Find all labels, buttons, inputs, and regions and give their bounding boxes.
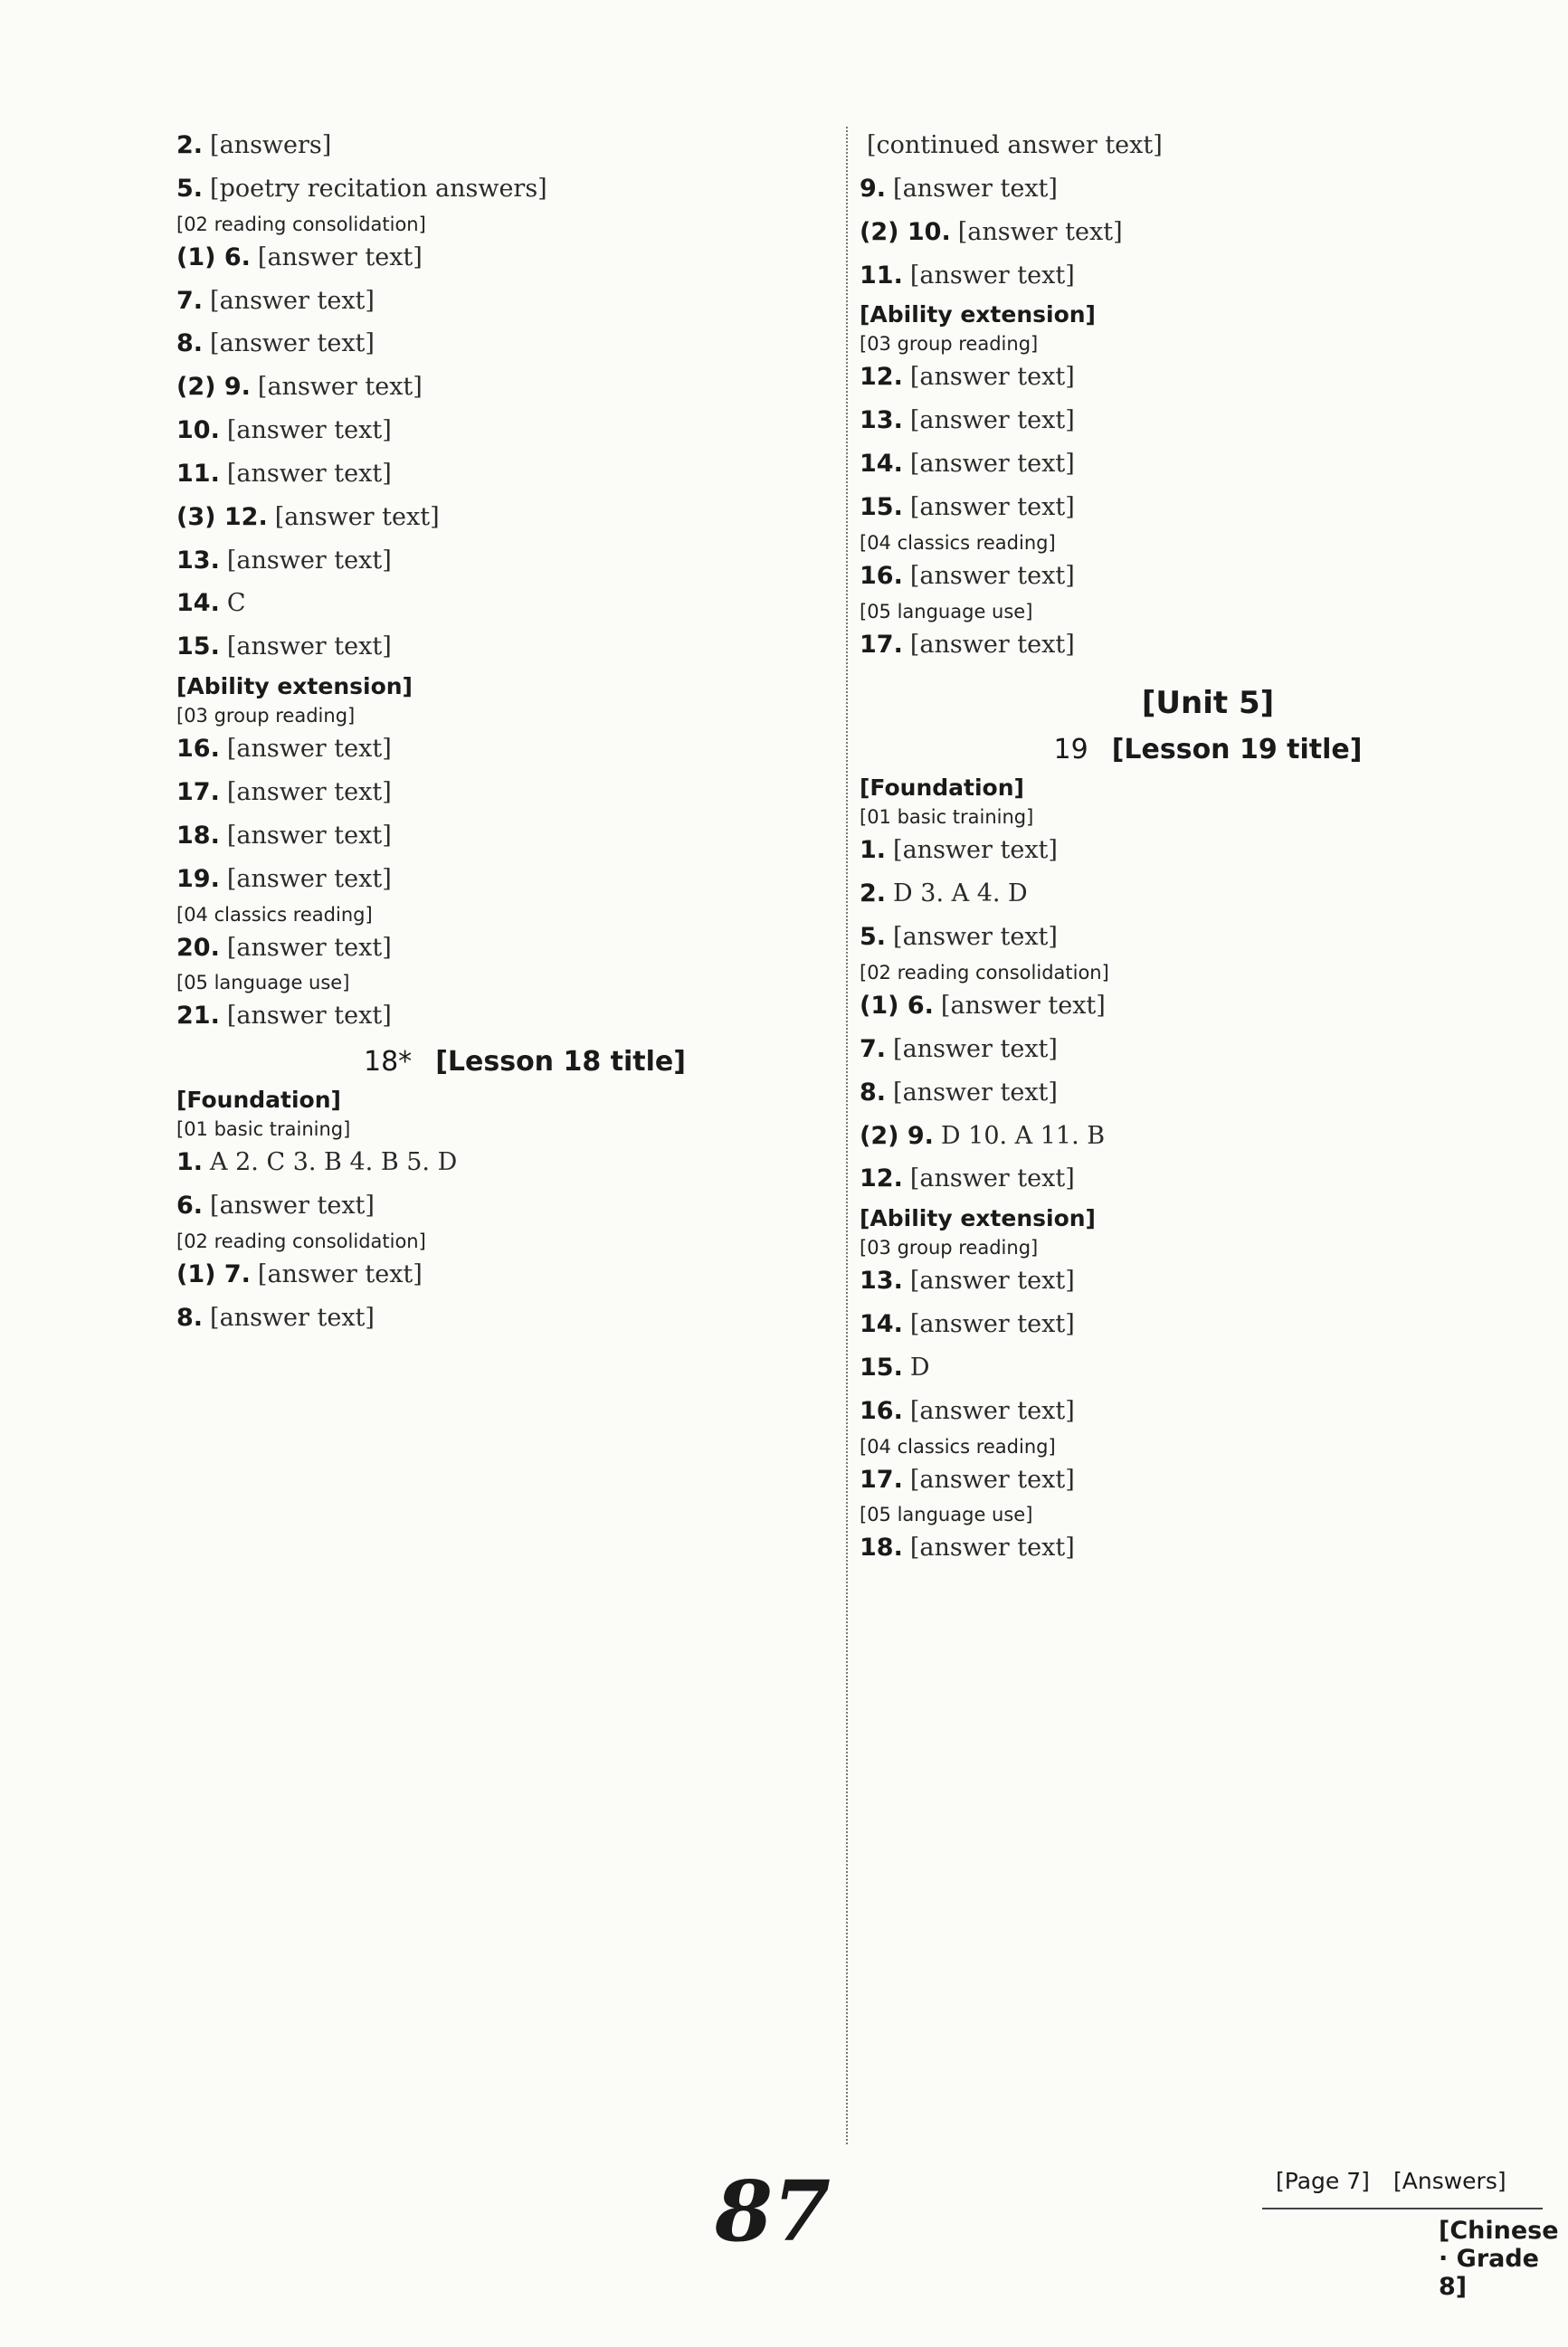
answer-item: [860, 1262, 1556, 1300]
answer-text: [answer text]: [893, 174, 1058, 203]
answer-number: 13.: [176, 546, 220, 575]
lesson-title: [176, 1046, 873, 1078]
answer-number: 13.: [860, 406, 903, 435]
answer-text: [answer text]: [909, 1396, 1075, 1425]
answer-number: 17.: [176, 777, 220, 806]
subsection-heading: [05 language use]: [860, 600, 1033, 622]
answer-text: D: [909, 1353, 930, 1382]
page-number: 87: [715, 2162, 832, 2260]
answer-text: [answer text]: [893, 1034, 1058, 1063]
answer-item: [860, 918, 1556, 956]
subsection-heading: [04 classics reading]: [860, 1435, 1056, 1458]
answer-text: [answer text]: [210, 1192, 375, 1221]
answer-number: 9.: [860, 174, 887, 203]
answer-number: 7.: [176, 286, 204, 315]
answer-text: [answer text]: [909, 406, 1075, 435]
answer-number: (1) 6.: [860, 991, 934, 1020]
answer-number: 6.: [176, 1192, 204, 1221]
answer-item: [860, 170, 1556, 208]
answer-item: [860, 1031, 1556, 1069]
answer-item: [860, 1529, 1556, 1567]
reference-label: [Answers]: [1393, 2168, 1506, 2194]
answer-number: 18.: [860, 1534, 903, 1563]
answer-number: 14.: [860, 1310, 903, 1339]
answer-number: 11.: [860, 261, 903, 290]
subsection-heading: [04 classics reading]: [176, 903, 373, 926]
answer-number: 16.: [176, 735, 220, 764]
answer-number: 8.: [860, 1078, 887, 1107]
answer-text: [poetry recitation answers]: [210, 174, 547, 203]
answer-item: [176, 499, 873, 537]
answer-text: [continued answer text]: [867, 131, 1163, 159]
answer-item: [176, 542, 873, 580]
answer-text: [answer text]: [226, 459, 392, 488]
answer-item: [860, 626, 1556, 664]
answer-item: [176, 412, 873, 450]
answer-number: (2) 9.: [176, 373, 251, 402]
answer-text: [answer text]: [210, 1303, 375, 1332]
answer-text: [answer text]: [226, 416, 392, 445]
answer-text: [answer text]: [226, 1002, 392, 1031]
subsection-heading: [01 basic training]: [860, 806, 1034, 829]
answer-item: [860, 875, 1556, 913]
lesson-number: 18*: [364, 1046, 413, 1078]
answer-text: [answer text]: [226, 546, 392, 575]
answer-text: [answer text]: [226, 821, 392, 850]
answer-number: 14.: [860, 450, 903, 479]
answer-number: (2) 10.: [860, 217, 951, 246]
section-heading: [Ability extension]: [860, 1205, 1096, 1232]
answer-item: [860, 831, 1556, 869]
answer-number: 12.: [860, 363, 903, 392]
answer-number: 20.: [176, 933, 220, 962]
answer-number: 15.: [860, 492, 903, 521]
lesson-name: [Lesson 19 title]: [1111, 734, 1363, 766]
answer-item: [860, 1349, 1556, 1387]
answer-item: [176, 1187, 873, 1225]
answer-number: 15.: [860, 1353, 903, 1382]
answer-item: [176, 127, 873, 165]
subsection-heading: [03 group reading]: [176, 705, 356, 727]
answer-item: [176, 730, 873, 768]
answer-number: 5.: [176, 174, 204, 203]
answer-number: 16.: [860, 561, 903, 590]
section-heading: [Foundation]: [176, 1087, 341, 1114]
answer-text: [answer text]: [909, 561, 1075, 590]
answer-text: A 2. C 3. B 4. B 5. D: [210, 1148, 458, 1177]
answer-item: [176, 817, 873, 855]
answer-item: [176, 1299, 873, 1337]
unit-title: [Unit 5]: [1141, 685, 1275, 722]
answer-item: [176, 239, 873, 277]
answer-item: [860, 127, 1556, 165]
subsection-heading: [04 classics reading]: [860, 531, 1056, 554]
answer-item: [860, 489, 1556, 527]
footer-rule: [1262, 2208, 1543, 2209]
answer-text: [answer text]: [210, 286, 375, 315]
answer-text: [answer text]: [909, 450, 1075, 479]
answer-text: [answer text]: [257, 373, 423, 402]
answer-number: 15.: [176, 632, 220, 661]
answer-text: [answer text]: [909, 630, 1075, 659]
answer-item: [176, 929, 873, 967]
answer-text: [answer text]: [940, 991, 1106, 1020]
subsection-heading: [03 group reading]: [860, 1237, 1039, 1259]
answer-text: [answer text]: [957, 217, 1123, 246]
section-heading: [Foundation]: [860, 774, 1024, 802]
subsection-heading: [03 group reading]: [860, 333, 1039, 356]
answer-item: [860, 1392, 1556, 1430]
answer-number: (1) 6.: [176, 242, 251, 271]
answer-item: [176, 774, 873, 812]
answer-text: [answer text]: [909, 492, 1075, 521]
answer-text: [answer text]: [257, 242, 423, 271]
answer-text: D 3. A 4. D: [893, 879, 1028, 908]
answer-text: [answer text]: [210, 329, 375, 358]
answer-item: [860, 214, 1556, 252]
answer-number: (1) 7.: [176, 1259, 251, 1288]
answer-text: [answer text]: [909, 261, 1075, 290]
answer-number: 2.: [860, 879, 887, 908]
subject-label: [Chinese · Grade 8]: [1439, 2217, 1559, 2301]
answer-item: [860, 557, 1556, 595]
answer-item: [860, 358, 1556, 396]
answer-item: [860, 257, 1556, 295]
answer-item: [860, 1117, 1556, 1155]
subsection-heading: [05 language use]: [176, 972, 350, 994]
answer-item: [860, 1160, 1556, 1198]
answer-text: [answer text]: [893, 836, 1058, 865]
answer-number: 1.: [860, 836, 887, 865]
answer-item: [176, 584, 873, 622]
right-column: [860, 127, 1556, 1573]
answer-item: [860, 1461, 1556, 1499]
answer-number: (3) 12.: [176, 502, 268, 531]
answer-number: 7.: [860, 1034, 887, 1063]
answer-text: [answer text]: [226, 735, 392, 764]
answer-item: [176, 282, 873, 320]
answer-number: 8.: [176, 329, 204, 358]
answer-item: [860, 1306, 1556, 1344]
answer-item: [176, 1144, 873, 1182]
answer-text: [answer text]: [226, 777, 392, 806]
answer-text: [answer text]: [274, 502, 440, 531]
answer-text: [answer text]: [909, 1267, 1075, 1296]
answer-number: 17.: [860, 630, 903, 659]
answer-number: 19.: [176, 864, 220, 893]
answer-text: [answer text]: [893, 923, 1058, 952]
answer-text: [answer text]: [226, 933, 392, 962]
section-heading: [Ability extension]: [860, 301, 1096, 328]
answer-number: 18.: [176, 821, 220, 850]
left-column: [176, 127, 873, 1343]
answer-number: 5.: [860, 923, 887, 952]
answer-number: 14.: [176, 589, 220, 618]
section-heading: [Ability extension]: [176, 673, 413, 700]
answer-text: [answer text]: [893, 1078, 1058, 1107]
lesson-name: [Lesson 18 title]: [435, 1046, 686, 1078]
subsection-heading: [05 language use]: [860, 1504, 1033, 1526]
answer-text: [answer text]: [909, 363, 1075, 392]
answer-text: [answer text]: [909, 1534, 1075, 1563]
answer-text: [answers]: [210, 131, 332, 159]
answer-item: [176, 455, 873, 493]
answer-item: [860, 987, 1556, 1025]
answer-item: [176, 997, 873, 1035]
answer-text: C: [226, 589, 246, 618]
answer-item: [176, 860, 873, 898]
answer-number: 16.: [860, 1396, 903, 1425]
answer-number: 13.: [860, 1267, 903, 1296]
answer-text: [answer text]: [909, 1310, 1075, 1339]
answer-number: 17.: [860, 1465, 903, 1494]
answer-item: [176, 325, 873, 363]
answer-text: [answer text]: [226, 864, 392, 893]
answer-text: [answer text]: [909, 1164, 1075, 1193]
answer-number: 2.: [176, 131, 204, 159]
lesson-number: 19: [1053, 734, 1088, 766]
answer-number: (2) 9.: [860, 1121, 934, 1150]
answer-text: [answer text]: [909, 1465, 1075, 1494]
subsection-heading: [02 reading consolidation]: [176, 1230, 426, 1252]
answer-item: [176, 1256, 873, 1294]
answer-text: [answer text]: [257, 1259, 423, 1288]
page-label: [Page 7]: [1276, 2168, 1370, 2194]
lesson-title: [860, 734, 1556, 765]
answer-text: [answer text]: [226, 632, 392, 661]
answer-number: 11.: [176, 459, 220, 488]
answer-number: 1.: [176, 1148, 204, 1177]
answer-number: 10.: [176, 416, 220, 445]
answer-item: [176, 368, 873, 406]
answer-item: [176, 628, 873, 666]
subsection-heading: [02 reading consolidation]: [176, 213, 426, 235]
answer-item: [860, 402, 1556, 440]
subsection-heading: [01 basic training]: [176, 1118, 351, 1141]
answer-number: 8.: [176, 1303, 204, 1332]
answer-item: [176, 170, 873, 208]
answer-number: 21.: [176, 1002, 220, 1031]
answer-item: [860, 1074, 1556, 1112]
answer-number: 12.: [860, 1164, 903, 1193]
subsection-heading: [02 reading consolidation]: [860, 961, 1109, 983]
answer-text: D 10. A 11. B: [940, 1121, 1106, 1150]
answer-item: [860, 445, 1556, 483]
